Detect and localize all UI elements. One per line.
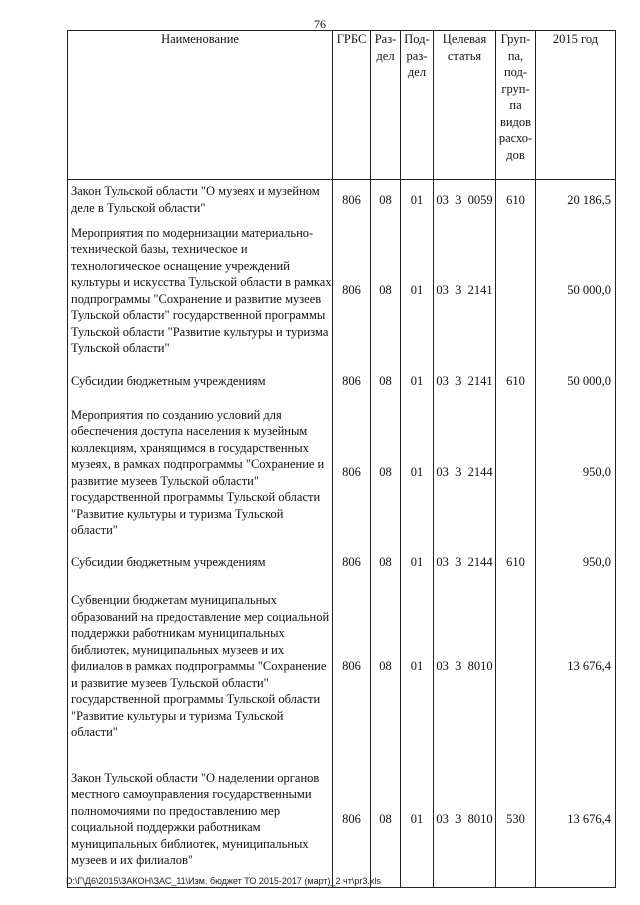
footer-file-path: D:\Г\Д6\2015\ЗАКОН\ЗАС_11\Изм. бюджет ТО 2015-2017 (март)_2 чт\pr3.xls — [66, 876, 381, 886]
table-row — [68, 220, 616, 362]
row-vid — [496, 402, 536, 544]
column-header-csr: Целевая статья — [434, 31, 496, 180]
row-razdel: 08 — [371, 402, 401, 544]
row-amount: 20 186,5 — [536, 180, 616, 220]
row-name: Мероприятия по модернизации материально-технической базы, техническое и технологическое оснащение учреждений культуры и искусства Тульской области в рамках подпрограммы "Сохранение и развитие музеев Тульской области" государственной программы Тульской области "Развитие культуры и туризма Тульской области" — [68, 220, 333, 362]
row-podrazdel: 01 — [401, 752, 434, 888]
row-name: Мероприятия по созданию условий для обеспечения доступа населения к музейным коллекциям, хранящимся в государственных музеях, в рамках подпрограммы "Сохранение и развитие музеев Тульской области" государственной программы Тульской области "Развитие культуры и туризма Тульской области" — [68, 402, 333, 544]
row-name: Субвенции бюджетам муниципальных образований на предоставление мер социальной поддержки работникам муниципальных библиотек, муниципальных музеев и их филиалов в рамках подпрограммы "Сохранение и развитие музеев Тульской области" государственной программы Тульской области "Развитие культуры и туризма Тульской области" — [68, 582, 333, 752]
row-name: Закон Тульской области "О музеях и музейном деле в Тульской области" — [68, 180, 333, 220]
row-razdel: 08 — [371, 544, 401, 582]
row-vid: 610 — [496, 544, 536, 582]
table-row — [68, 582, 616, 752]
column-header-vid: Груп- па, под- груп- па видов расхо- дов — [496, 31, 536, 180]
row-grbs: 806 — [333, 402, 371, 544]
table-header-row — [68, 31, 616, 180]
row-name: Закон Тульской области "О наделении органов местного самоуправления государственными полномочиями по предоставлению мер социальной поддержки работникам муниципальных библиотек, муниципальных музеев и их филиалов" — [68, 752, 333, 888]
row-csr: 03 3 2141 — [434, 220, 496, 362]
table-row — [68, 752, 616, 888]
column-header-podrazdel: Под- раз- дел — [401, 31, 434, 180]
row-podrazdel: 01 — [401, 180, 434, 220]
row-vid: 530 — [496, 752, 536, 888]
table-row — [68, 402, 616, 544]
table-row — [68, 362, 616, 402]
row-vid: 610 — [496, 362, 536, 402]
row-grbs: 806 — [333, 544, 371, 582]
row-vid — [496, 582, 536, 752]
row-amount: 50 000,0 — [536, 362, 616, 402]
row-grbs: 806 — [333, 362, 371, 402]
row-csr: 03 3 2144 — [434, 402, 496, 544]
row-grbs: 806 — [333, 752, 371, 888]
row-razdel: 08 — [371, 582, 401, 752]
row-grbs: 806 — [333, 582, 371, 752]
row-podrazdel: 01 — [401, 402, 434, 544]
row-podrazdel: 01 — [401, 220, 434, 362]
row-amount: 950,0 — [536, 544, 616, 582]
page-number: 76 — [314, 17, 326, 31]
row-csr: 03 3 8010 — [434, 752, 496, 888]
row-grbs: 806 — [333, 220, 371, 362]
budget-table — [67, 30, 616, 888]
row-amount: 50 000,0 — [536, 220, 616, 362]
row-csr: 03 3 2144 — [434, 544, 496, 582]
row-razdel: 08 — [371, 362, 401, 402]
row-vid — [496, 220, 536, 362]
table-row — [68, 180, 616, 220]
row-podrazdel: 01 — [401, 544, 434, 582]
row-razdel: 08 — [371, 220, 401, 362]
row-amount: 13 676,4 — [536, 582, 616, 752]
row-name: Субсидии бюджетным учреждениям — [68, 544, 333, 582]
column-header-grbs: ГРБС — [333, 31, 371, 180]
row-csr: 03 3 8010 — [434, 582, 496, 752]
row-amount: 950,0 — [536, 402, 616, 544]
row-csr: 03 3 2141 — [434, 362, 496, 402]
row-vid: 610 — [496, 180, 536, 220]
column-header-razdel: Раз- дел — [371, 31, 401, 180]
row-name: Субсидии бюджетным учреждениям — [68, 362, 333, 402]
column-header-name: Наименование — [68, 31, 333, 180]
row-amount: 13 676,4 — [536, 752, 616, 888]
row-csr: 03 3 0059 — [434, 180, 496, 220]
row-podrazdel: 01 — [401, 362, 434, 402]
row-razdel: 08 — [371, 180, 401, 220]
column-header-amount: 2015 год — [536, 31, 616, 180]
row-podrazdel: 01 — [401, 582, 434, 752]
row-razdel: 08 — [371, 752, 401, 888]
table-row — [68, 544, 616, 582]
row-grbs: 806 — [333, 180, 371, 220]
